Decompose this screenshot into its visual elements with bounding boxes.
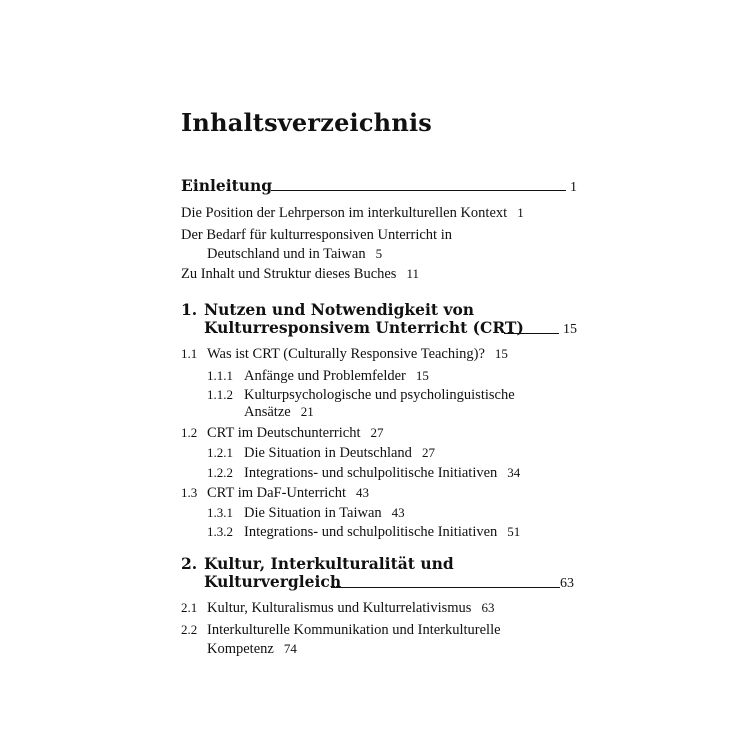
chapter-2-heading[interactable]	[181, 554, 454, 573]
entry-title: Die Situation in Taiwan	[244, 505, 382, 521]
entry-title: Anfänge und Problemfelder	[244, 368, 406, 384]
subsection-number: 1.3.2	[207, 524, 233, 539]
toc-entry-1-3-1[interactable]	[207, 505, 405, 522]
chapter-title-continued: Kulturresponsivem Unterricht (CRT)	[204, 318, 524, 337]
entry-title: CRT im DaF-Unterricht	[207, 485, 347, 501]
entry-page: 15	[415, 368, 429, 383]
toc-entry-1-2-2[interactable]	[207, 465, 520, 482]
intro-page: 1	[570, 180, 577, 195]
entry-title: Integrations- und schulpolitische Initiativen	[244, 465, 498, 481]
entry-title: Der Bedarf für kulturresponsiven Unterricht in	[181, 227, 452, 243]
toc-entry-1-2[interactable]	[181, 425, 384, 442]
chapter-1-page: 15	[563, 322, 577, 337]
chapter-title: Nutzen und Notwendigkeit von	[204, 300, 475, 319]
subsection-number: 1.2.2	[207, 465, 233, 480]
entry-title-continued: Kompetenz	[207, 641, 274, 657]
intro-heading-label: Einleitung	[181, 176, 273, 195]
toc-entry-1-1-1[interactable]	[207, 368, 429, 385]
entry-title-continued: Ansätze	[244, 404, 291, 420]
chapter-1-heading-cont[interactable]	[204, 318, 524, 337]
toc-entry-1-1-2[interactable]	[207, 387, 515, 404]
chapter-1-heading[interactable]	[181, 300, 474, 319]
chapter-2-page: 63	[560, 576, 574, 591]
toc-entry-intro-2-cont[interactable]	[207, 246, 382, 263]
entry-page: 27	[421, 445, 435, 460]
chapter-title-continued: Kulturvergleich	[204, 572, 342, 591]
toc-entry-1-3-2[interactable]	[207, 524, 520, 541]
entry-title: Kultur, Kulturalismus und Kulturrelativismus	[207, 600, 472, 616]
entry-page: 5	[375, 246, 383, 261]
toc-entry-intro-3[interactable]	[181, 266, 419, 283]
section-number: 1.2	[181, 425, 198, 440]
section-number: 2.1	[181, 600, 198, 615]
entry-title: Kulturpsychologische und psycholinguistische	[244, 387, 515, 403]
entry-title: Integrations- und schulpolitische Initiativen	[244, 524, 498, 540]
entry-title-continued: Deutschland und in Taiwan	[207, 246, 366, 262]
toc-entry-1-3[interactable]	[181, 485, 369, 502]
chapter-title: Kultur, Interkulturalität und	[204, 554, 454, 573]
toc-entry-intro-2[interactable]	[181, 227, 452, 244]
entry-page: 1	[517, 205, 524, 220]
toc-entry-1-1[interactable]	[181, 346, 508, 363]
entry-page: 34	[507, 465, 521, 480]
chapter-2-leader-line	[331, 587, 560, 588]
intro-heading[interactable]	[181, 176, 272, 195]
entry-page: 11	[406, 266, 419, 281]
entry-title: Zu Inhalt und Struktur dieses Buches	[181, 266, 397, 282]
entry-page: 21	[300, 404, 314, 419]
entry-page: 43	[356, 485, 370, 500]
section-number: 1.3	[181, 485, 198, 500]
toc-entry-1-1-2-cont[interactable]	[244, 404, 314, 421]
page-title: Inhaltsverzeichnis	[181, 108, 433, 137]
intro-leader-line	[271, 190, 566, 191]
toc-entry-2-2-cont[interactable]	[207, 641, 297, 658]
chapter-number: 1.	[181, 300, 198, 319]
entry-title: CRT im Deutschunterricht	[207, 425, 361, 441]
entry-title: Interkulturelle Kommunikation und Interkulturelle	[207, 622, 501, 638]
entry-page: 74	[283, 641, 297, 656]
entry-title: Die Situation in Deutschland	[244, 445, 412, 461]
toc-entry-2-1[interactable]	[181, 600, 494, 617]
toc-entry-1-2-1[interactable]	[207, 445, 435, 462]
entry-page: 27	[370, 425, 384, 440]
entry-page: 43	[391, 505, 405, 520]
section-number: 1.1	[181, 346, 198, 361]
subsection-number: 1.2.1	[207, 445, 233, 460]
chapter-1-leader-line	[504, 333, 559, 334]
subsection-number: 1.3.1	[207, 505, 233, 520]
section-number: 2.2	[181, 622, 198, 637]
entry-page: 15	[494, 346, 508, 361]
chapter-2-heading-cont[interactable]	[204, 572, 341, 591]
entry-title: Die Position der Lehrperson im interkulturellen Kontext	[181, 205, 508, 221]
entry-title: Was ist CRT (Culturally Responsive Teaching)?	[207, 346, 485, 362]
entry-page: 63	[481, 600, 495, 615]
chapter-number: 2.	[181, 554, 198, 573]
subsection-number: 1.1.1	[207, 368, 233, 383]
entry-page: 51	[507, 524, 521, 539]
subsection-number: 1.1.2	[207, 387, 233, 402]
toc-entry-2-2[interactable]	[181, 622, 501, 639]
toc-entry-intro-1[interactable]	[181, 205, 524, 222]
